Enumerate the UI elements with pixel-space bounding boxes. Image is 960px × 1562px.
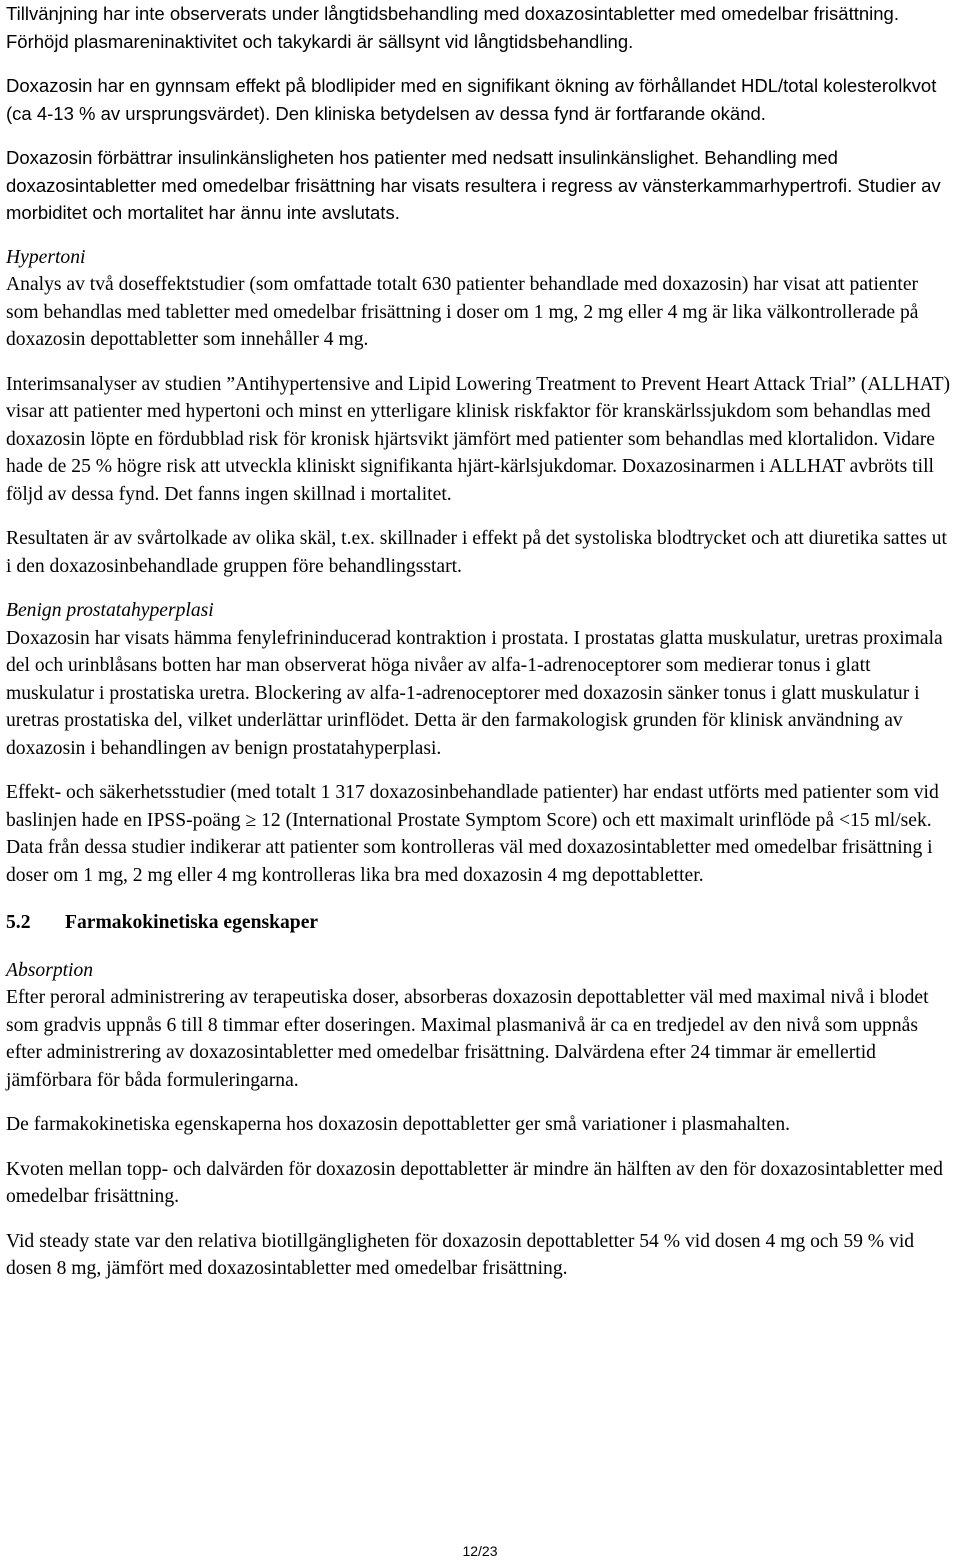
document-page	[6, 0, 954, 1283]
paragraph-results-interpretation: Resultaten är av svårtolkade av olika skäl, t.ex. skillnader i effekt på det systoliska blodtrycket och att diuretika sattes ut i den doxazosinbehandlade gruppen före behandlingsstart.	[6, 528, 947, 577]
section-number: 5.2	[6, 912, 31, 933]
paragraph-insulin-sensitivity: Doxazosin förbättrar insulinkänsligheten hos patienter med nedsatt insulinkänslighet. Behandling med doxazosintabletter med omedelbar frisättning har visats resultera i regress av vänsterkammarhypertrofi. Studier av morbiditet och mortalitet har ännu inte avslutats.	[6, 147, 941, 223]
paragraph-plasma-variation: De farmakokinetiska egenskaperna hos doxazosin depottabletter ger små variationer i plasmahalten.	[6, 1114, 791, 1135]
paragraph-allhat: Interimsanalyser av studien ”Antihypertensive and Lipid Lowering Treatment to Prevent Heart Attack Trial” (ALLHAT) visar att patienter med hypertoni och minst en ytterligare klinisk riskfaktor för kranskärlssjukdom som behandlas med doxazosin löpte en fördubblad risk för kronisk hjärtsvikt jämfört med patienter som behandlas med klortalidon. Vidare hade de 25 % högre risk att utveckla kliniskt signifikanta hjärt-kärlsjukdomar. Doxazosinarmen i ALLHAT avbröts till följd av dessa fynd. Det fanns ingen skillnad i mortalitet.	[6, 373, 951, 505]
paragraph-dose-effect-studies: Analys av två doseffektstudier (som omfattade totalt 630 patienter behandlade med doxazosin) har visat att patienter som behandlas med tabletter med omedelbar frisättning i doser om 1 mg, 2 mg eller 4 mg är lika välkontrollerade på doxazosin depottabletter som innehåller 4 mg.	[6, 274, 919, 350]
paragraph-efficacy-safety-studies: Effekt- och säkerhetsstudier (med totalt 1 317 doxazosinbehandlade patienter) har endast utförts med patienter som vid baslinjen hade en IPSS-poäng ≥ 12 (International Prostate Symptom Score) och ett maximalt urinflöde på <15 ml/sek. Data från dessa studier indikerar att patienter som kontrolleras väl med doxazosintabletter med omedelbar frisättning i doser om 1 mg, 2 mg eller 4 mg kontrolleras lika bra med doxazosin 4 mg depottabletter.	[6, 782, 939, 886]
heading-benign-prostatahyperplasi: Benign prostatahyperplasi	[6, 600, 214, 621]
page-number: 12/23	[462, 1543, 498, 1559]
heading-absorption: Absorption	[6, 959, 94, 981]
paragraph-prostate-mechanism: Doxazosin har visats hämma fenylefrininducerad kontraktion i prostata. I prostatas glatta muskulatur, uretras proximala del och urinblåsans botten har man observerat höga nivåer av alfa-1-adrenoceptorer som medierar tonus i glatt muskulatur i prostatiska uretra. Blockering av alfa-1-adrenoceptorer med doxazosin sänker tonus i glatt muskulatur i uretras prostatiska del, vilket underlättar urinflödet. Detta är den farmakologisk grunden för klinisk användning av doxazosin i behandlingen av benign prostatahyperplasi.	[6, 627, 943, 759]
section-heading-5-2	[6, 909, 954, 937]
paragraph-blood-lipids: Doxazosin har en gynnsam effekt på blodlipider med en signifikant ökning av förhållandet HDL/total kolesterolkvot (ca 4-13 % av ursprungsvärdet). Den kliniska betydelsen av dessa fynd är fortfarande okänd.	[6, 75, 937, 124]
section-title: Farmakokinetiska egenskaper	[65, 912, 319, 933]
paragraph-absorption: Efter peroral administrering av terapeutiska doser, absorberas doxazosin depottabletter väl med maximal nivå i blodet som gradvis uppnås 6 till 8 timmar efter doseringen. Maximal plasmanivå är ca en tredjedel av den nivå som uppnås efter administrering av doxazosintabletter med omedelbar frisättning. Dalvärdena efter 24 timmar är emellertid jämförbara för båda formuleringarna.	[6, 987, 929, 1091]
paragraph-bioavailability: Vid steady state var den relativa biotillgängligheten för doxazosin depottabletter 54 % vid dosen 4 mg och 59 % vid dosen 8 mg, jämfört med doxazosintabletter med omedelbar frisättning.	[6, 1230, 915, 1279]
heading-hypertoni: Hypertoni	[6, 246, 86, 268]
paragraph-peak-trough-ratio: Kvoten mellan topp- och dalvärden för doxazosin depottabletter är mindre än hälften av den för doxazosintabletter med omedelbar frisättning.	[6, 1158, 943, 1207]
paragraph-tolerance: Tillvänjning har inte observerats under långtidsbehandling med doxazosintabletter med omedelbar frisättning. Förhöjd plasmareninaktivitet och takykardi är sällsynt vid långtidsbehandling.	[6, 3, 899, 52]
